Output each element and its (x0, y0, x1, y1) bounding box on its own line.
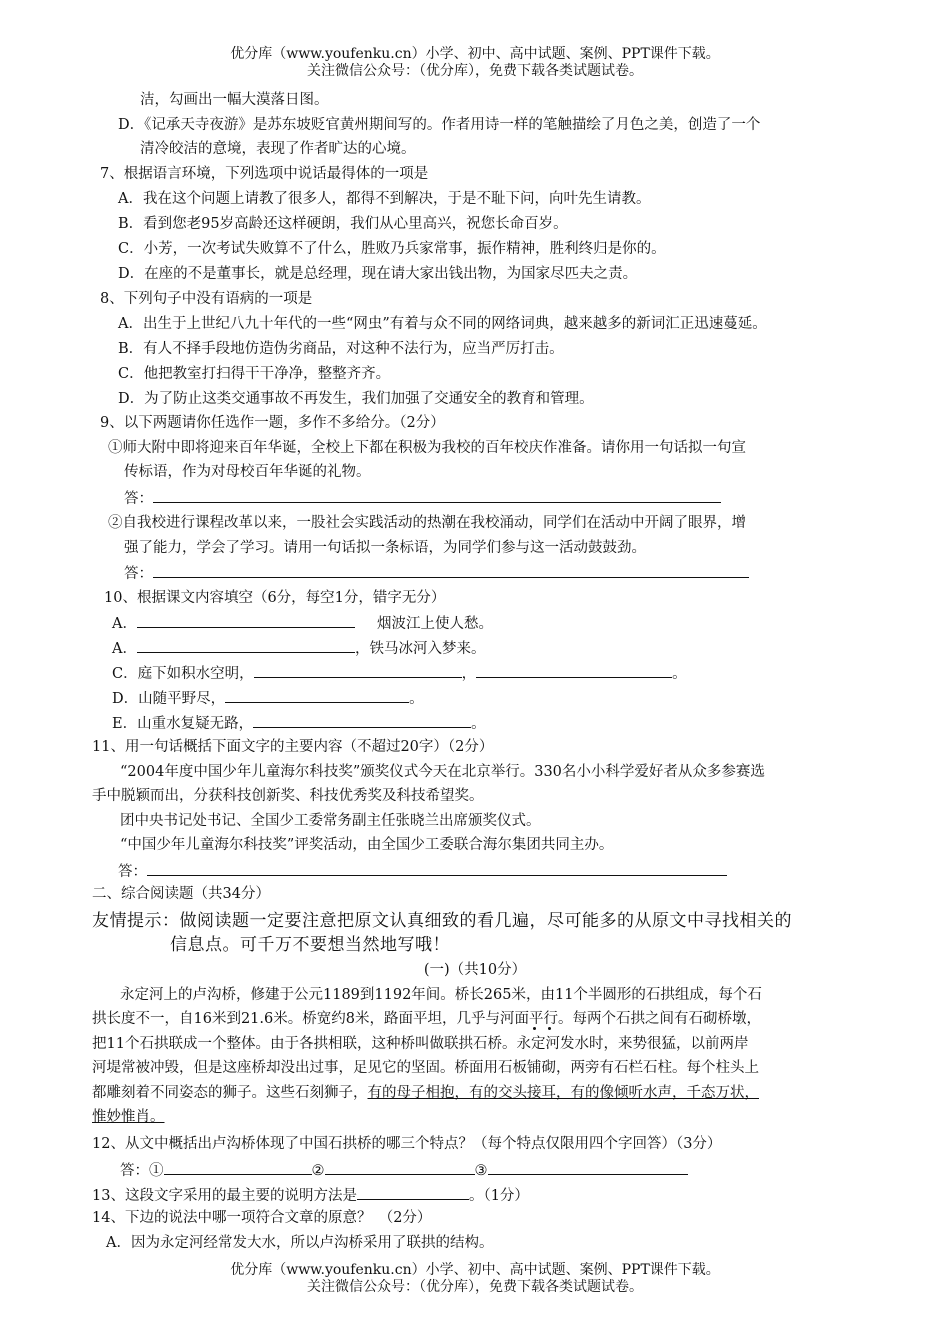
answer-label: 答： (124, 566, 153, 582)
q7-option-b: B．看到您老95岁高龄还这样硬朗，我们从心里高兴，祝您长命百岁。 (118, 216, 568, 232)
q12-stem: 12、从文中概括出卢沟桥体现了中国石拱桥的哪三个特点？（每个特点仅限用四个字回答）（3分） (92, 1136, 722, 1152)
q11-para1-line2: 手中脱颖而出，分获科技创新奖、科技优秀奖及科技希望奖。 (92, 788, 484, 804)
answer-blank[interactable] (153, 562, 749, 578)
q9-option1-line2: 传标语，作为对母校百年华诞的礼物。 (124, 464, 371, 480)
fill-blank[interactable] (225, 687, 409, 703)
footer-line-1: 优分库（www.youfenku.cn）小学、初中、高中试题、案例、PPT课件下载。 (230, 1262, 720, 1278)
q8-stem: 8、下列句子中没有语病的一项是 (100, 291, 313, 307)
item-label: C．庭下如积水空明， (112, 666, 254, 682)
underlined-text: 惟妙惟肖。 (92, 1109, 165, 1125)
tip-line2: 信息点。可千万不要想当然地写哦！ (170, 935, 450, 955)
passage-line2: 拱长度不一，自16米到21.6米。桥宽约8米，路面平坦，几乎与河面平行。每两个石拱之间有石砌桥墩， (92, 1011, 761, 1027)
item-tail: 烟波江上使人愁。 (376, 616, 493, 632)
q6-option-d-line1: D．《记承天寺夜游》是苏东坡贬官黄州期间写的。作者用诗一样的笔触描绘了月色之美，创造了一个 (118, 117, 761, 133)
q9-answer1[interactable] (124, 487, 721, 509)
q10-item-e[interactable] (112, 712, 486, 734)
marker-3: ③ (474, 1163, 488, 1179)
q9-option2-line1: ②自我校进行课程改革以来，一股社会实践活动的热潮在我校涌动，同学们在活动中开阔了眼界，增 (108, 515, 746, 531)
q13[interactable] (92, 1184, 529, 1206)
page-footer (0, 1262, 950, 1296)
q7-option-a: A．我在这个问题上请教了很多人，都得不到解决，于是不耻下问，向叶先生请教。 (118, 191, 651, 207)
passage-text: 都雕刻着不同姿态的狮子。这些石刻狮子， (92, 1085, 368, 1101)
underlined-text: 有的母子相抱，有的交头接耳，有的像倾听水声，千态万状， (367, 1085, 759, 1101)
end-mark: 。 (672, 666, 687, 682)
end-mark: 。 (471, 716, 486, 732)
q10-stem: 10、根据课文内容填空（6分，每空1分，错字无分） (104, 590, 446, 606)
item-label: E．山重水复疑无路， (112, 716, 254, 732)
header-line-2: 关注微信公众号：（优分库），免费下载各类试题试卷。 (307, 63, 643, 79)
tip-line1: 友情提示：做阅读题一定要注意把原文认真细致的看几遍，尽可能多的从原文中寻找相关的 (92, 911, 792, 931)
emphasis-dot (548, 1027, 551, 1030)
q10-item-a[interactable] (112, 612, 493, 634)
item-label: A． (112, 641, 137, 657)
passage-line5 (92, 1083, 759, 1103)
emphasis-dot (533, 1027, 536, 1030)
q6-c-tail: 洁，勾画出一幅大漠落日图。 (140, 92, 329, 108)
q10-item-d[interactable] (112, 687, 424, 709)
item-tail: ，铁马冰河入梦来。 (354, 641, 486, 657)
q13-tail: 。（1分） (468, 1188, 529, 1204)
q9-answer2[interactable] (124, 562, 749, 584)
q10-item-c[interactable] (112, 662, 687, 684)
end-mark: 。 (409, 691, 424, 707)
fill-blank[interactable] (137, 637, 355, 653)
passage-line4: 河堤常被冲毁，但是这座桥却没出过事，足见它的坚固。桥面用石板铺砌，两旁有石栏石柱。每个柱头上 (92, 1060, 759, 1076)
q7-option-c: C．小芳，一次考试失败算不了什么，胜败乃兵家常事，振作精神，胜利终归是你的。 (118, 241, 666, 257)
answer-label: 答：① (120, 1163, 164, 1179)
q11-para2: 团中央书记处书记、全国少工委常务副主任张晓兰出席颁奖仪式。 (120, 813, 541, 829)
q9-option2-line2: 强了能力，学会了学习。请用一句话拟一条标语，为同学们参与这一活动鼓鼓劲。 (124, 540, 646, 556)
q6-option-d-line2: 清冷皎洁的意境，表现了作者旷达的心境。 (140, 141, 416, 157)
passage-line3: 把11个石拱联成一个整体。由于各拱相联，这种桥叫做联拱石桥。永定河发水时，来势很猛，以前两岸 (92, 1036, 749, 1052)
q14-stem: 14、下边的说法中哪一项符合文章的原意？ （2分） (92, 1210, 432, 1226)
fill-blank[interactable] (476, 662, 672, 678)
item-label: A． (112, 616, 137, 632)
q14-option-a: A．因为永定河经常发大水，所以卢沟桥采用了联拱的结构。 (106, 1235, 494, 1251)
answer-blank-2[interactable] (325, 1159, 475, 1175)
answer-blank[interactable] (147, 860, 727, 876)
q8-option-d: D．为了防止这类交通事故不再发生，我们加强了交通安全的教育和管理。 (118, 391, 594, 407)
separator: ， (461, 666, 477, 682)
q7-option-d: D．在座的不是董事长，就是总经理，现在请大家出钱出物，为国家尽匹夫之责。 (118, 266, 638, 282)
fill-blank[interactable] (137, 612, 355, 628)
q13-stem: 13、这段文字采用的最主要的说明方法是 (92, 1188, 357, 1204)
q11-para3: “中国少年儿童海尔科技奖”评奖活动，由全国少工委联合海尔集团共同主办。 (120, 837, 614, 853)
page-header (0, 46, 950, 80)
q11-answer[interactable] (118, 860, 727, 882)
item-label: D．山随平野尽， (112, 691, 226, 707)
answer-blank[interactable] (153, 487, 721, 503)
q9-stem: 9、以下两题请你任选作一题，多作不多给分。（2分） (100, 415, 445, 431)
answer-label: 答： (118, 864, 147, 880)
header-line-1: 优分库（www.youfenku.cn）小学、初中、高中试题、案例、PPT课件下载。 (230, 46, 720, 62)
answer-blank[interactable] (357, 1184, 469, 1200)
q11-stem: 11、用一句话概括下面文字的主要内容（不超过20字）（2分） (92, 739, 494, 755)
q10-item-b[interactable] (112, 637, 485, 659)
answer-blank-1[interactable] (164, 1159, 312, 1175)
q8-option-b: B．有人不择手段地仿造伪劣商品，对这种不法行为，应当严厉打击。 (118, 341, 564, 357)
footer-line-2: 关注微信公众号：（优分库），免费下载各类试题试卷。 (307, 1279, 643, 1295)
q7-stem: 7、根据语言环境，下列选项中说话最得体的一项是 (100, 166, 429, 182)
q12-answer[interactable] (120, 1159, 688, 1181)
passage-line6 (92, 1107, 165, 1127)
passage-line1: 永定河上的卢沟桥，修建于公元1189到1192年间。桥长265米，由11个半圆形的石拱组成，每个石 (120, 987, 762, 1003)
part1-heading: (一)（共10分） (423, 962, 527, 978)
q8-option-c: C．他把教室打扫得干干净净，整整齐齐。 (118, 366, 391, 382)
fill-blank[interactable] (253, 712, 471, 728)
marker-2: ② (311, 1163, 325, 1179)
q9-option1-line1: ①师大附中即将迎来百年华诞，全校上下都在积极为我校的百年校庆作准备。请你用一句话拟一句宣 (108, 440, 746, 456)
q11-para1-line1: “2004年度中国少年儿童海尔科技奖”颁奖仪式今天在北京举行。330名小小科学爱好者从众多参赛选 (120, 764, 765, 780)
answer-blank-3[interactable] (488, 1159, 688, 1175)
answer-label: 答： (124, 491, 153, 507)
section2-title: 二、综合阅读题（共34分） (92, 886, 270, 902)
q8-option-a: A．出生于上世纪八九十年代的一些“网虫”有着与众不同的网络词典，越来越多的新词汇正迅速蔓延。 (118, 316, 767, 332)
fill-blank[interactable] (254, 662, 462, 678)
